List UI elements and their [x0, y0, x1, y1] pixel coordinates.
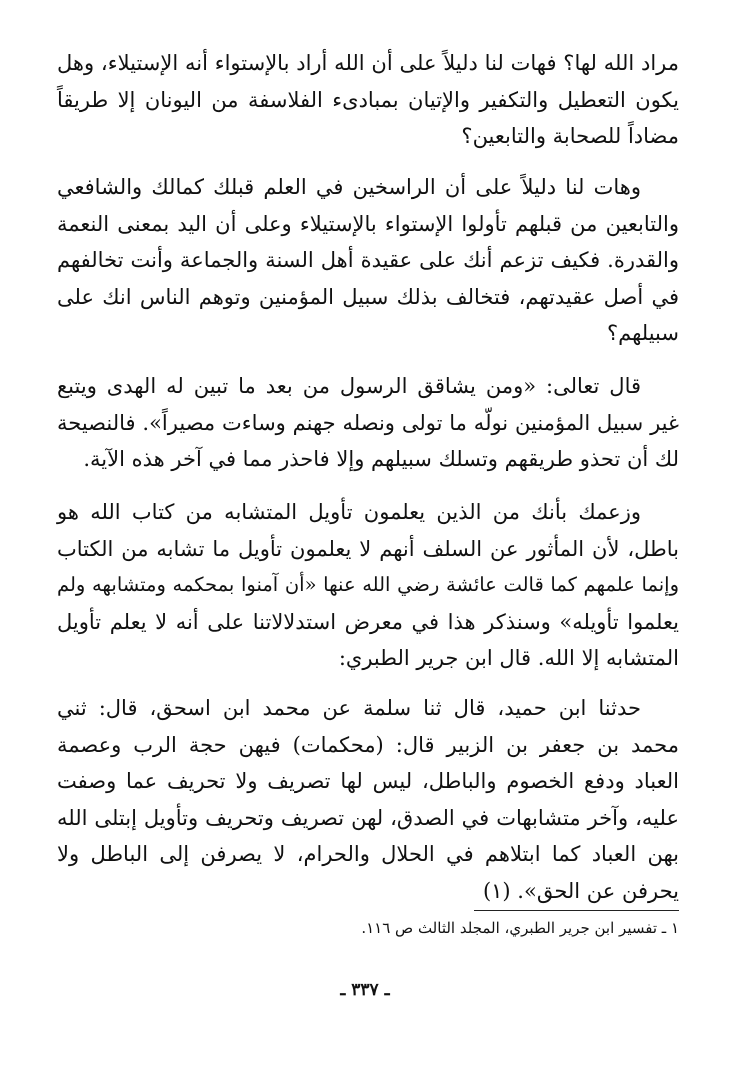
- paragraph-5: [57, 690, 679, 909]
- text-line: سبيلهم؟: [606, 321, 679, 345]
- text-line: بهن العباد كما ابتلاهم في الحلال والحرام، لا يصرفن إلى الباطل ولا: [57, 842, 679, 866]
- text-line: باطل، لأن المأثور عن السلف أنهم لا يعلمون تأويل ما تشابه من الكتاب: [57, 536, 679, 561]
- page-number: ـ ٣٣٧ ـ: [340, 980, 390, 1000]
- text-line: يعلموا تأويله» وسنذكر هذا في معرض استدلالاتنا على أنه لا يعلم تأويل: [57, 609, 679, 634]
- text-line: مضاداً للصحابة والتابعين؟: [461, 124, 679, 148]
- text-line: والتابعين من قبلهم تأولوا الإستواء بالإستيلاء وعلى أن اليد بمعنى النعمة: [57, 211, 679, 236]
- footnote-divider: [474, 910, 679, 911]
- text-line: قال تعالى: «ومن يشاقق الرسول من بعد ما تبين له الهدى ويتبع: [57, 374, 641, 398]
- text-line: المتشابه إلا الله. قال ابن جرير الطبري:: [338, 646, 679, 670]
- text-line: والقدرة. فكيف تزعم أنك على عقيدة أهل السنة والجماعة وأنت تخالفهم: [57, 248, 679, 272]
- text-line: غير سبيل المؤمنين نولّه ما تولى ونصله جهنم وساءت مصيراً». فالنصيحة: [57, 410, 679, 435]
- text-line: مراد الله لها؟ فهات لنا دليلاً على أن الله أراد بالإستواء أنه الإستيلاء، وهل: [57, 51, 679, 75]
- text-line: يحرفن عن الحق». (١): [482, 878, 679, 903]
- footnote: ١ ـ تفسير ابن جرير الطبري، المجلد الثالث ص ١١٦.: [361, 919, 679, 937]
- paragraph-4: [57, 494, 679, 677]
- text-line: وزعمك بأنك من الذين يعلمون تأويل المتشابه من كتاب الله هو: [57, 500, 641, 524]
- text-line: وإنما علمهم كما قالت عائشة رضي الله عنها «أن آمنوا بمحكمه ومتشابهه ولم: [57, 573, 679, 596]
- text-line: يكون التعطيل والتكفير والإتيان بمبادىء الفلاسفة من اليونان إلا طريقاً: [57, 87, 679, 112]
- text-line: محمد بن جعفر بن الزبير قال: (محكمات) فيهن حجة الرب وعصمة: [57, 732, 679, 757]
- text-line: في أصل عقيدتهم، فتخالف بذلك سبيل المؤمنين وتوهم الناس انك على: [57, 284, 679, 309]
- paragraph-3: [57, 368, 679, 478]
- text-line: لك أن تحذو طريقهم وتسلك سبيلهم وإلا فاحذر مما في آخر هذه الآية.: [83, 447, 679, 471]
- text-line: وهات لنا دليلاً على أن الراسخين في العلم قبلك كمالك والشافعي: [57, 175, 641, 199]
- text-line: عليه، وآخر متشابهات في الصدق، لهن تصريف وتحريف وتأويل إبتلى الله: [57, 805, 679, 830]
- paragraph-2: [57, 169, 679, 352]
- text-line: العباد ودفع الخصوم والباطل، ليس لها تصريف ولا تحريف عما وصفت: [57, 769, 679, 793]
- text-line: حدثنا ابن حميد، قال ثنا سلمة عن محمد ابن اسحق، قال: ثني: [57, 696, 641, 720]
- paragraph-1: [57, 45, 679, 155]
